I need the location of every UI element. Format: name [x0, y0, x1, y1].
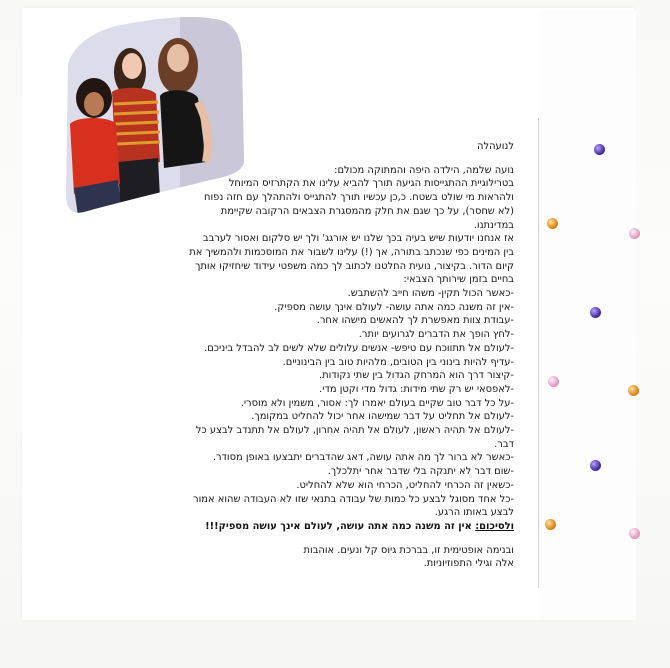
letter-line: -לעולם אל תהיה ראשון, לעולם אל תהיה אחרון, לעולם אל תתנדב לבצע כל	[195, 425, 514, 437]
rhinestone-purple	[590, 460, 601, 471]
letter-line: -כל אחד מסוגל לבצע כל כמות של עבודה בתנאי שזו לא העבודה שהוא אמור	[193, 493, 514, 505]
rhinestone-pink	[629, 528, 640, 539]
fold-line	[538, 118, 539, 588]
rhinestone-purple	[590, 307, 601, 318]
letter-line: -כאשר הכול תקין- משהו חייב להשתבש.	[347, 288, 514, 300]
rhinestone-orange	[545, 519, 556, 530]
rhinestone-orange	[547, 218, 558, 229]
summary-text: אין זה משנה כמה אתה עושה, לעולם אינך עושה מספיק!!!	[205, 520, 476, 532]
letter-line: -עדיף להיות בינוני בין הטובים, מלהיות טוב בין הבינוניים.	[282, 356, 514, 368]
letter-line: ולהראות מי שולט בשטח. כ,כן עכשיו תורך להתגייס ולהתהלך עם חזה נפוח	[204, 192, 514, 204]
letter-line: בין המינים כפי שנכתב בתורה, אך (!) עלינו לשבור את המוסכמות ולהמשיך את	[189, 246, 514, 258]
letter-line: -קיצור דרך הוא המרחק הגדול בין שתי נקודות.	[319, 370, 514, 382]
letter-line: -אין זה משנה כמה אתה עושה- לעולם אינך עושה מספיק.	[274, 301, 514, 313]
letter-line: (לא שחסר), על כך שגם את חלק מהמסגרת הצבאים הרקובה שקיימת	[220, 205, 514, 217]
rhinestone-pink	[629, 228, 640, 239]
closing-line: ובנימה אופטימית זו, בברכת גיוס קל ונעים. אוהבות	[303, 544, 514, 556]
decorated-margin	[540, 10, 636, 620]
rhinestone-purple	[594, 144, 605, 155]
letter-line: -כאשר לא ברור לך מה אתה עושה, דאג שהדברים יתבצעו באופן מסודר.	[212, 452, 514, 464]
letter-line: -לחץ הופך את הדברים לגרועים יותר.	[358, 329, 514, 341]
signature-line: אלה וגילי התפוזיוניות.	[423, 558, 514, 570]
letter-line: -כשאין זה הכרחי להחליט, הכרחי הוא שלא להחליט.	[296, 479, 514, 491]
greeting: לנועהלה	[477, 141, 514, 152]
letter-line: בטרילוגיית ההתגייסות הגיעה תורך להביא עלינו את הקתרזיס המיוחל	[228, 178, 514, 190]
letter-line: -שום דבר לא יתנקה בלי שדבר אחר יתלכלך.	[327, 466, 514, 478]
letter-line: -לעולם אל תתווכח עם טיפש- אנשים עלולים שלא לשים לב להבדל ביניכם.	[204, 342, 514, 354]
letter-line: קיום הדור. בקיצור, נועית החלטנו לכתוב לך כמה משפטי עידוד שיחזיקו אותך	[195, 260, 514, 272]
letter-line: במדינתנו.	[473, 219, 514, 231]
letter-line: -לאפסאי יש רק שתי מידות: גדול מדי וקטן מדי.	[319, 383, 514, 395]
summary-line	[148, 520, 514, 534]
letter-line: -על כל דבר טוב שקיים בעולם יאמרו לך: אסור, משמין ולא מוסרי.	[240, 397, 514, 409]
letter-text	[148, 140, 514, 571]
letter-line: לבצע באותו הרגע.	[434, 507, 514, 519]
rhinestone-pink	[548, 376, 559, 387]
letter-line: -לעולם אל תחליט על דבר שמישהו אחר יכול להחליט במקומך.	[251, 411, 514, 423]
letter-line: אז אנחנו יודעות שיש בעיה בכך שלנו יש אורגג' ולך יש סלקום ואסור לערבב	[202, 233, 514, 245]
summary-label: ולסיכום:	[475, 520, 514, 532]
letter-line: נועה שלמה, הילדה היפה והמתוקה מכולם:	[334, 164, 514, 176]
letter-line: בחיים בזמן שירותך הצבאי:	[403, 274, 514, 286]
letter-line: דבר.	[494, 438, 514, 450]
rhinestone-orange	[628, 385, 639, 396]
letter-line: -עבודת צוות מאפשרת לך להאשים מישהו אחר.	[316, 315, 514, 327]
